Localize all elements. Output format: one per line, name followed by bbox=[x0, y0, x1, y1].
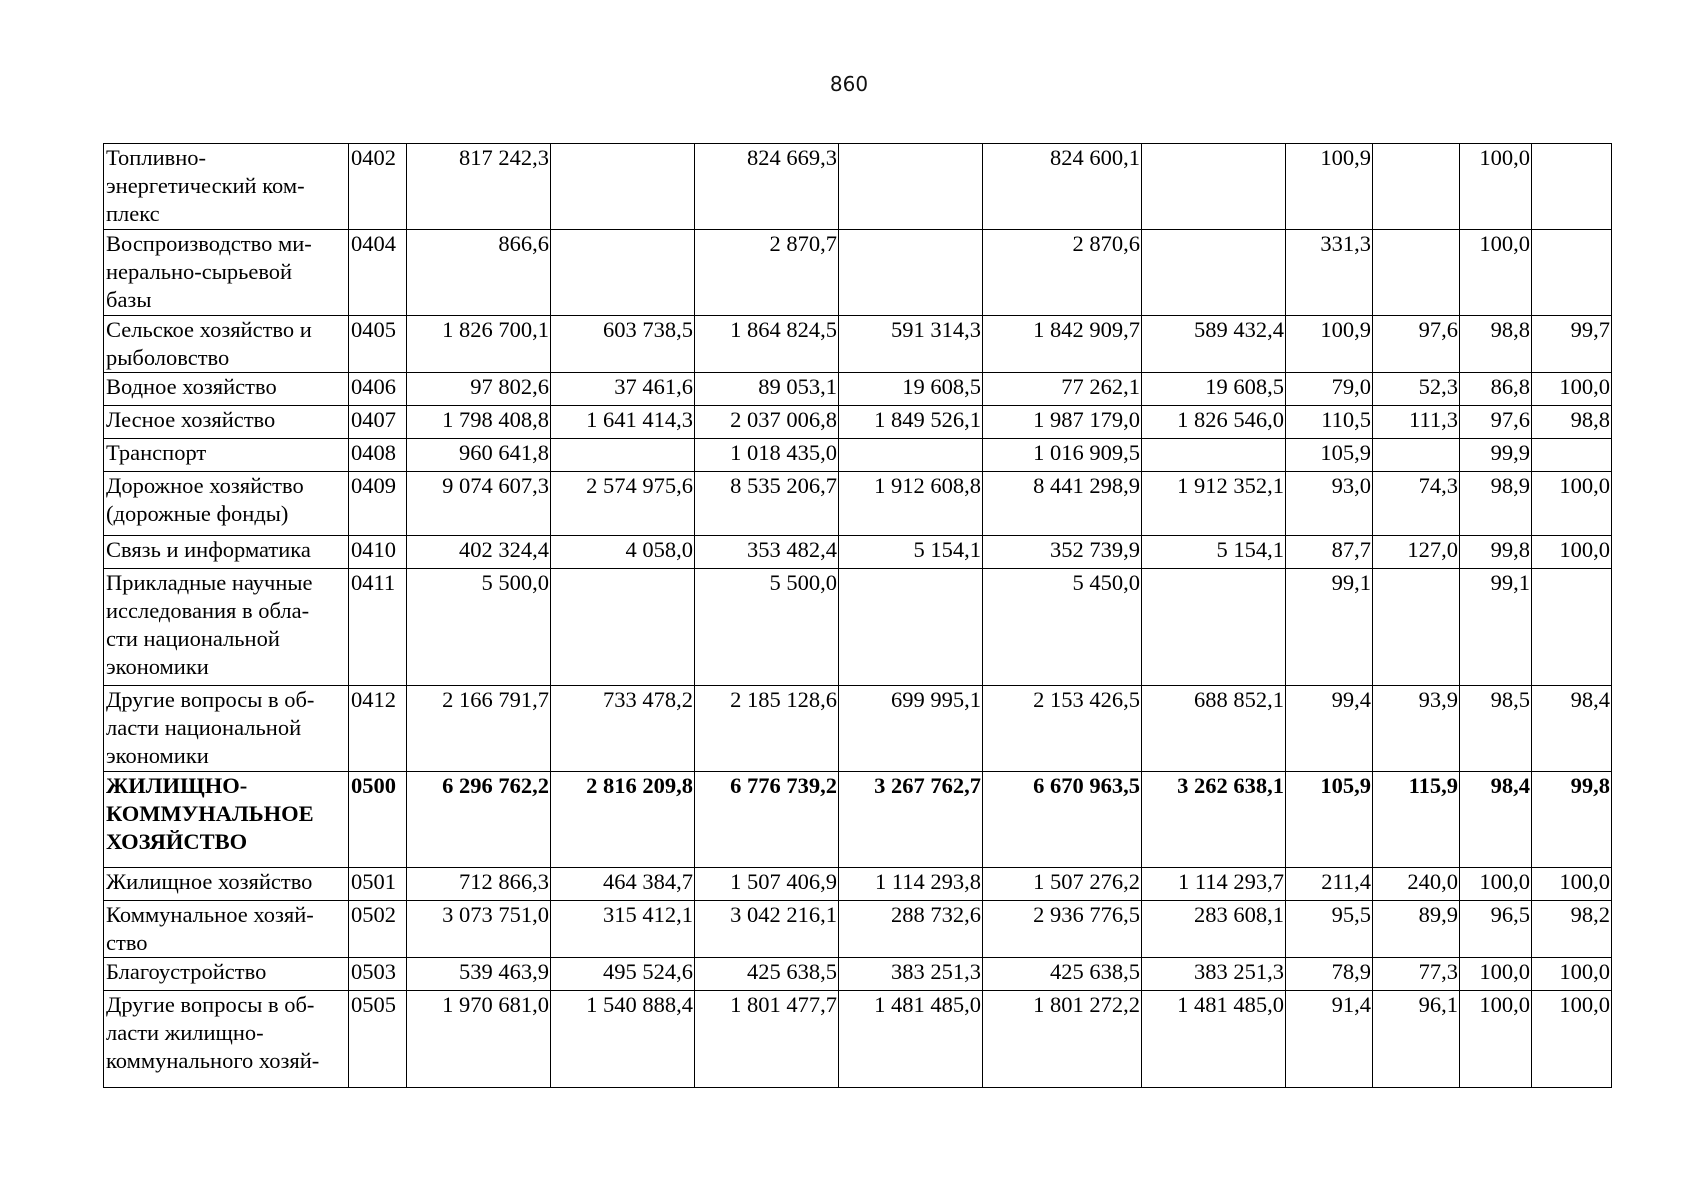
row-name-cell: Прикладные научные исследования в обла- сти национальной экономики bbox=[104, 569, 349, 686]
value-cell-p4: 100,0 bbox=[1532, 536, 1612, 569]
value-cell-p2: 52,3 bbox=[1373, 373, 1460, 406]
value-cell-p4: 100,0 bbox=[1532, 991, 1612, 1088]
value-cell-v3: 8 535 206,7 bbox=[695, 472, 839, 536]
value-cell-p2: 93,9 bbox=[1373, 686, 1460, 772]
value-cell-p1: 331,3 bbox=[1286, 230, 1373, 316]
value-cell-v4 bbox=[839, 569, 983, 686]
value-cell-v6: 1 826 546,0 bbox=[1142, 406, 1286, 439]
value-cell-p4 bbox=[1532, 230, 1612, 316]
table-row bbox=[104, 439, 1612, 472]
table-row bbox=[104, 316, 1612, 373]
row-name-cell: Сельское хозяйство и рыболовство bbox=[104, 316, 349, 373]
value-cell-v5: 6 670 963,5 bbox=[983, 772, 1142, 868]
value-cell-p3: 98,8 bbox=[1460, 316, 1532, 373]
value-cell-v1: 9 074 607,3 bbox=[407, 472, 551, 536]
row-name-cell: Жилищное хозяйство bbox=[104, 868, 349, 901]
row-name-cell: Транспорт bbox=[104, 439, 349, 472]
value-cell-p1: 105,9 bbox=[1286, 439, 1373, 472]
value-cell-p3: 97,6 bbox=[1460, 406, 1532, 439]
value-cell-p4 bbox=[1532, 439, 1612, 472]
value-cell-v4: 5 154,1 bbox=[839, 536, 983, 569]
value-cell-v6 bbox=[1142, 569, 1286, 686]
value-cell-p2: 115,9 bbox=[1373, 772, 1460, 868]
row-code-cell: 0502 bbox=[349, 901, 407, 958]
value-cell-v3: 1 507 406,9 bbox=[695, 868, 839, 901]
value-cell-v6: 1 912 352,1 bbox=[1142, 472, 1286, 536]
value-cell-v1: 1 970 681,0 bbox=[407, 991, 551, 1088]
value-cell-v6 bbox=[1142, 230, 1286, 316]
row-code-cell: 0500 bbox=[349, 772, 407, 868]
value-cell-v1: 3 073 751,0 bbox=[407, 901, 551, 958]
row-code-cell: 0505 bbox=[349, 991, 407, 1088]
value-cell-v3: 6 776 739,2 bbox=[695, 772, 839, 868]
row-name-cell: Топливно- энергетический ком- плекс bbox=[104, 144, 349, 230]
value-cell-v1: 1 826 700,1 bbox=[407, 316, 551, 373]
value-cell-v2: 37 461,6 bbox=[551, 373, 695, 406]
table-row bbox=[104, 958, 1612, 991]
value-cell-v1: 866,6 bbox=[407, 230, 551, 316]
row-code-cell: 0405 bbox=[349, 316, 407, 373]
value-cell-p3: 100,0 bbox=[1460, 991, 1532, 1088]
value-cell-p3: 86,8 bbox=[1460, 373, 1532, 406]
table-body bbox=[104, 144, 1612, 1088]
table-row bbox=[104, 868, 1612, 901]
value-cell-v4 bbox=[839, 230, 983, 316]
row-code-cell: 0501 bbox=[349, 868, 407, 901]
value-cell-v4 bbox=[839, 439, 983, 472]
value-cell-p1: 105,9 bbox=[1286, 772, 1373, 868]
value-cell-p2 bbox=[1373, 569, 1460, 686]
value-cell-p3: 99,9 bbox=[1460, 439, 1532, 472]
value-cell-v1: 97 802,6 bbox=[407, 373, 551, 406]
value-cell-v2: 1 641 414,3 bbox=[551, 406, 695, 439]
value-cell-v4: 1 849 526,1 bbox=[839, 406, 983, 439]
value-cell-v5: 1 801 272,2 bbox=[983, 991, 1142, 1088]
value-cell-v4: 3 267 762,7 bbox=[839, 772, 983, 868]
value-cell-v1: 1 798 408,8 bbox=[407, 406, 551, 439]
row-code-cell: 0404 bbox=[349, 230, 407, 316]
value-cell-p1: 100,9 bbox=[1286, 144, 1373, 230]
value-cell-v5: 1 842 909,7 bbox=[983, 316, 1142, 373]
value-cell-v2 bbox=[551, 439, 695, 472]
value-cell-v1: 539 463,9 bbox=[407, 958, 551, 991]
table-row bbox=[104, 472, 1612, 536]
value-cell-v5: 77 262,1 bbox=[983, 373, 1142, 406]
value-cell-v5: 2 153 426,5 bbox=[983, 686, 1142, 772]
value-cell-v3: 3 042 216,1 bbox=[695, 901, 839, 958]
value-cell-p3: 99,1 bbox=[1460, 569, 1532, 686]
value-cell-v4: 1 114 293,8 bbox=[839, 868, 983, 901]
value-cell-v5: 2 936 776,5 bbox=[983, 901, 1142, 958]
budget-table bbox=[103, 143, 1612, 1088]
table-row bbox=[104, 901, 1612, 958]
value-cell-p3: 99,8 bbox=[1460, 536, 1532, 569]
value-cell-p1: 95,5 bbox=[1286, 901, 1373, 958]
table-row bbox=[104, 144, 1612, 230]
table-row bbox=[104, 772, 1612, 868]
value-cell-p3: 98,9 bbox=[1460, 472, 1532, 536]
value-cell-p1: 93,0 bbox=[1286, 472, 1373, 536]
value-cell-p2 bbox=[1373, 230, 1460, 316]
value-cell-v2: 495 524,6 bbox=[551, 958, 695, 991]
value-cell-v6 bbox=[1142, 439, 1286, 472]
value-cell-v2: 2 816 209,8 bbox=[551, 772, 695, 868]
value-cell-p4: 98,2 bbox=[1532, 901, 1612, 958]
value-cell-v2: 315 412,1 bbox=[551, 901, 695, 958]
value-cell-v4: 19 608,5 bbox=[839, 373, 983, 406]
value-cell-p3: 98,5 bbox=[1460, 686, 1532, 772]
value-cell-p1: 78,9 bbox=[1286, 958, 1373, 991]
value-cell-v1: 2 166 791,7 bbox=[407, 686, 551, 772]
value-cell-p3: 100,0 bbox=[1460, 230, 1532, 316]
row-name-cell: Воспроизводство ми- нерально-сырьевой базы bbox=[104, 230, 349, 316]
row-name-cell: Коммунальное хозяй- ство bbox=[104, 901, 349, 958]
row-name-cell: Дорожное хозяйство (дорожные фонды) bbox=[104, 472, 349, 536]
value-cell-v6: 5 154,1 bbox=[1142, 536, 1286, 569]
value-cell-v2: 603 738,5 bbox=[551, 316, 695, 373]
value-cell-v5: 352 739,9 bbox=[983, 536, 1142, 569]
value-cell-v6: 19 608,5 bbox=[1142, 373, 1286, 406]
value-cell-p4: 99,7 bbox=[1532, 316, 1612, 373]
value-cell-p2: 97,6 bbox=[1373, 316, 1460, 373]
row-code-cell: 0402 bbox=[349, 144, 407, 230]
value-cell-v2 bbox=[551, 230, 695, 316]
value-cell-v5: 1 987 179,0 bbox=[983, 406, 1142, 439]
value-cell-v6: 383 251,3 bbox=[1142, 958, 1286, 991]
value-cell-v5: 8 441 298,9 bbox=[983, 472, 1142, 536]
value-cell-v6: 1 481 485,0 bbox=[1142, 991, 1286, 1088]
value-cell-v3: 1 864 824,5 bbox=[695, 316, 839, 373]
value-cell-v4: 591 314,3 bbox=[839, 316, 983, 373]
value-cell-v1: 817 242,3 bbox=[407, 144, 551, 230]
value-cell-p3: 100,0 bbox=[1460, 144, 1532, 230]
value-cell-v2: 4 058,0 bbox=[551, 536, 695, 569]
value-cell-v5: 1 016 909,5 bbox=[983, 439, 1142, 472]
value-cell-p2: 127,0 bbox=[1373, 536, 1460, 569]
value-cell-p4: 99,8 bbox=[1532, 772, 1612, 868]
value-cell-p4: 100,0 bbox=[1532, 868, 1612, 901]
value-cell-p1: 110,5 bbox=[1286, 406, 1373, 439]
value-cell-p4: 98,8 bbox=[1532, 406, 1612, 439]
table-row bbox=[104, 230, 1612, 316]
value-cell-p2: 77,3 bbox=[1373, 958, 1460, 991]
value-cell-v5: 2 870,6 bbox=[983, 230, 1142, 316]
value-cell-p1: 79,0 bbox=[1286, 373, 1373, 406]
row-code-cell: 0409 bbox=[349, 472, 407, 536]
value-cell-v2: 1 540 888,4 bbox=[551, 991, 695, 1088]
value-cell-v3: 425 638,5 bbox=[695, 958, 839, 991]
page-number: 860 bbox=[829, 72, 869, 96]
value-cell-p3: 98,4 bbox=[1460, 772, 1532, 868]
value-cell-v3: 824 669,3 bbox=[695, 144, 839, 230]
value-cell-p1: 99,1 bbox=[1286, 569, 1373, 686]
row-code-cell: 0406 bbox=[349, 373, 407, 406]
value-cell-p4: 98,4 bbox=[1532, 686, 1612, 772]
value-cell-v6: 1 114 293,7 bbox=[1142, 868, 1286, 901]
value-cell-p2: 89,9 bbox=[1373, 901, 1460, 958]
value-cell-v1: 6 296 762,2 bbox=[407, 772, 551, 868]
table-row bbox=[104, 991, 1612, 1088]
row-name-cell: Связь и информатика bbox=[104, 536, 349, 569]
row-code-cell: 0407 bbox=[349, 406, 407, 439]
value-cell-v3: 5 500,0 bbox=[695, 569, 839, 686]
value-cell-v3: 353 482,4 bbox=[695, 536, 839, 569]
value-cell-v2: 733 478,2 bbox=[551, 686, 695, 772]
table-row bbox=[104, 569, 1612, 686]
value-cell-p3: 100,0 bbox=[1460, 958, 1532, 991]
table-row bbox=[104, 686, 1612, 772]
value-cell-p2: 111,3 bbox=[1373, 406, 1460, 439]
value-cell-v1: 712 866,3 bbox=[407, 868, 551, 901]
table-row bbox=[104, 373, 1612, 406]
value-cell-v6: 589 432,4 bbox=[1142, 316, 1286, 373]
value-cell-v1: 960 641,8 bbox=[407, 439, 551, 472]
value-cell-v6: 283 608,1 bbox=[1142, 901, 1286, 958]
row-code-cell: 0412 bbox=[349, 686, 407, 772]
value-cell-v2: 2 574 975,6 bbox=[551, 472, 695, 536]
row-code-cell: 0408 bbox=[349, 439, 407, 472]
value-cell-v4: 1 912 608,8 bbox=[839, 472, 983, 536]
row-code-cell: 0410 bbox=[349, 536, 407, 569]
value-cell-p2 bbox=[1373, 144, 1460, 230]
value-cell-v4: 288 732,6 bbox=[839, 901, 983, 958]
row-name-cell: Благоустройство bbox=[104, 958, 349, 991]
table-row bbox=[104, 406, 1612, 439]
value-cell-p2: 240,0 bbox=[1373, 868, 1460, 901]
value-cell-v2 bbox=[551, 144, 695, 230]
value-cell-v3: 2 037 006,8 bbox=[695, 406, 839, 439]
row-code-cell: 0411 bbox=[349, 569, 407, 686]
value-cell-v6 bbox=[1142, 144, 1286, 230]
value-cell-p2 bbox=[1373, 439, 1460, 472]
value-cell-v3: 2 185 128,6 bbox=[695, 686, 839, 772]
value-cell-v2: 464 384,7 bbox=[551, 868, 695, 901]
value-cell-p4 bbox=[1532, 144, 1612, 230]
value-cell-v4 bbox=[839, 144, 983, 230]
value-cell-p4: 100,0 bbox=[1532, 373, 1612, 406]
value-cell-v3: 89 053,1 bbox=[695, 373, 839, 406]
row-name-cell: ЖИЛИЩНО- КОММУНАЛЬНОЕ ХОЗЯЙСТВО bbox=[104, 772, 349, 868]
value-cell-p1: 211,4 bbox=[1286, 868, 1373, 901]
value-cell-p1: 91,4 bbox=[1286, 991, 1373, 1088]
value-cell-p3: 100,0 bbox=[1460, 868, 1532, 901]
value-cell-p2: 74,3 bbox=[1373, 472, 1460, 536]
value-cell-p1: 100,9 bbox=[1286, 316, 1373, 373]
value-cell-v6: 3 262 638,1 bbox=[1142, 772, 1286, 868]
value-cell-p1: 99,4 bbox=[1286, 686, 1373, 772]
value-cell-v5: 425 638,5 bbox=[983, 958, 1142, 991]
value-cell-p2: 96,1 bbox=[1373, 991, 1460, 1088]
value-cell-v5: 824 600,1 bbox=[983, 144, 1142, 230]
value-cell-v2 bbox=[551, 569, 695, 686]
value-cell-v4: 383 251,3 bbox=[839, 958, 983, 991]
value-cell-v1: 402 324,4 bbox=[407, 536, 551, 569]
value-cell-p3: 96,5 bbox=[1460, 901, 1532, 958]
value-cell-p4 bbox=[1532, 569, 1612, 686]
value-cell-v5: 1 507 276,2 bbox=[983, 868, 1142, 901]
row-name-cell: Лесное хозяйство bbox=[104, 406, 349, 439]
value-cell-v3: 1 801 477,7 bbox=[695, 991, 839, 1088]
row-name-cell: Водное хозяйство bbox=[104, 373, 349, 406]
table-row bbox=[104, 536, 1612, 569]
value-cell-v3: 1 018 435,0 bbox=[695, 439, 839, 472]
row-code-cell: 0503 bbox=[349, 958, 407, 991]
value-cell-v1: 5 500,0 bbox=[407, 569, 551, 686]
value-cell-p4: 100,0 bbox=[1532, 958, 1612, 991]
value-cell-v4: 699 995,1 bbox=[839, 686, 983, 772]
row-name-cell: Другие вопросы в об- ласти национальной экономики bbox=[104, 686, 349, 772]
value-cell-v4: 1 481 485,0 bbox=[839, 991, 983, 1088]
value-cell-v6: 688 852,1 bbox=[1142, 686, 1286, 772]
value-cell-p1: 87,7 bbox=[1286, 536, 1373, 569]
row-name-cell: Другие вопросы в об- ласти жилищно- коммунального хозяй- bbox=[104, 991, 349, 1088]
value-cell-p4: 100,0 bbox=[1532, 472, 1612, 536]
value-cell-v3: 2 870,7 bbox=[695, 230, 839, 316]
value-cell-v5: 5 450,0 bbox=[983, 569, 1142, 686]
